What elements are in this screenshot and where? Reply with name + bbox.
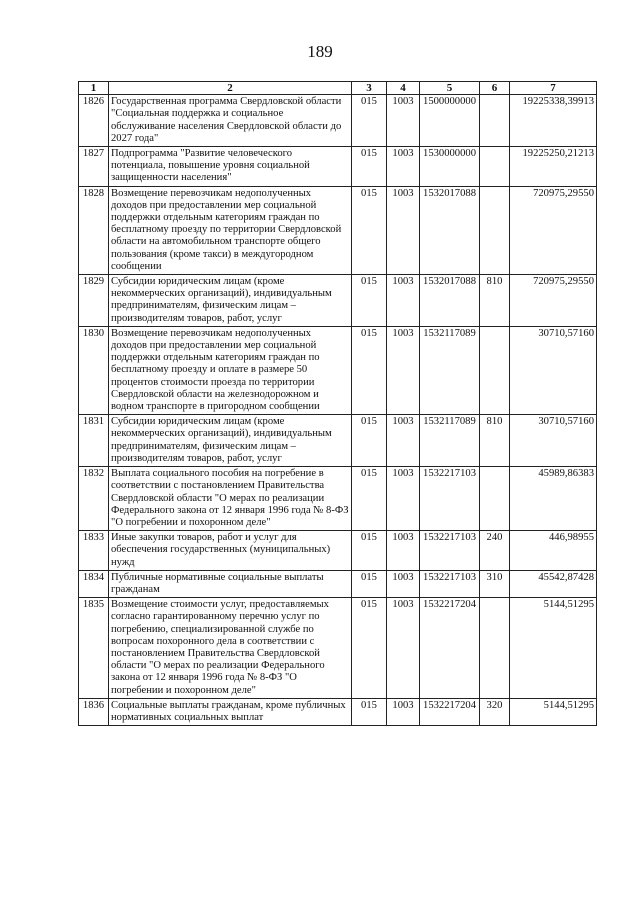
table-row bbox=[79, 147, 597, 187]
row-ministry-code: 015 bbox=[352, 326, 387, 414]
row-target-code: 1532217103 bbox=[420, 467, 480, 531]
row-expense-type: 310 bbox=[480, 570, 510, 597]
row-section-code: 1003 bbox=[387, 275, 420, 327]
row-amount: 30710,57160 bbox=[510, 326, 597, 414]
row-name: Иные закупки товаров, работ и услуг для обеспечения государственных (муниципальных) нужд bbox=[109, 531, 352, 571]
col-header-3: 3 bbox=[352, 82, 387, 95]
row-section-code: 1003 bbox=[387, 186, 420, 274]
header-row bbox=[79, 82, 597, 95]
row-name: Подпрограмма "Развитие человеческого потенциала, повышение уровня социальной защищенности населения" bbox=[109, 147, 352, 187]
row-amount: 45542,87428 bbox=[510, 570, 597, 597]
row-name: Социальные выплаты гражданам, кроме публичных нормативных социальных выплат bbox=[109, 698, 352, 725]
row-expense-type: 320 bbox=[480, 698, 510, 725]
row-ministry-code: 015 bbox=[352, 275, 387, 327]
row-expense-type bbox=[480, 467, 510, 531]
col-header-7: 7 bbox=[510, 82, 597, 95]
table-row bbox=[79, 186, 597, 274]
row-expense-type bbox=[480, 186, 510, 274]
row-amount: 45989,86383 bbox=[510, 467, 597, 531]
row-expense-type bbox=[480, 147, 510, 187]
row-amount: 720975,29550 bbox=[510, 275, 597, 327]
row-number: 1835 bbox=[79, 598, 109, 699]
row-section-code: 1003 bbox=[387, 147, 420, 187]
row-expense-type bbox=[480, 326, 510, 414]
row-number: 1828 bbox=[79, 186, 109, 274]
row-section-code: 1003 bbox=[387, 598, 420, 699]
row-amount: 720975,29550 bbox=[510, 186, 597, 274]
table-row bbox=[79, 531, 597, 571]
row-number: 1826 bbox=[79, 95, 109, 147]
row-number: 1834 bbox=[79, 570, 109, 597]
row-section-code: 1003 bbox=[387, 698, 420, 725]
row-target-code: 1500000000 bbox=[420, 95, 480, 147]
row-amount: 446,98955 bbox=[510, 531, 597, 571]
row-ministry-code: 015 bbox=[352, 570, 387, 597]
row-name: Возмещение стоимости услуг, предоставляемых согласно гарантированному перечню услуг по погребению, специализированной службе по вопросам похоронного дела в соответствии с постановлением Правительства Свердловской области "О мерах по реализации Федерального закона от 12 января 1996 года № 8-ФЗ "О погребении и похоронном деле" bbox=[109, 598, 352, 699]
row-expense-type bbox=[480, 598, 510, 699]
row-ministry-code: 015 bbox=[352, 95, 387, 147]
col-header-4: 4 bbox=[387, 82, 420, 95]
page-number: 189 bbox=[307, 42, 333, 61]
table-row bbox=[79, 275, 597, 327]
table-row bbox=[79, 598, 597, 699]
row-target-code: 1530000000 bbox=[420, 147, 480, 187]
row-ministry-code: 015 bbox=[352, 698, 387, 725]
row-target-code: 1532217204 bbox=[420, 698, 480, 725]
row-expense-type: 810 bbox=[480, 275, 510, 327]
row-ministry-code: 015 bbox=[352, 598, 387, 699]
row-target-code: 1532217204 bbox=[420, 598, 480, 699]
row-number: 1836 bbox=[79, 698, 109, 725]
row-name: Субсидии юридическим лицам (кроме некоммерческих организаций), индивидуальным предпринимателям, физическим лицам – производителям товаров, работ, услуг bbox=[109, 415, 352, 467]
col-header-2: 2 bbox=[109, 82, 352, 95]
row-number: 1829 bbox=[79, 275, 109, 327]
row-amount: 5144,51295 bbox=[510, 698, 597, 725]
table-row bbox=[79, 570, 597, 597]
table-row bbox=[79, 95, 597, 147]
row-number: 1832 bbox=[79, 467, 109, 531]
row-target-code: 1532217103 bbox=[420, 531, 480, 571]
row-name: Публичные нормативные социальные выплаты гражданам bbox=[109, 570, 352, 597]
row-section-code: 1003 bbox=[387, 95, 420, 147]
row-target-code: 1532117089 bbox=[420, 326, 480, 414]
table-row bbox=[79, 467, 597, 531]
row-section-code: 1003 bbox=[387, 570, 420, 597]
col-header-1: 1 bbox=[79, 82, 109, 95]
row-name: Государственная программа Свердловской области "Социальная поддержка и социальное обслуживание населения Свердловской области до 2027 года" bbox=[109, 95, 352, 147]
row-amount: 30710,57160 bbox=[510, 415, 597, 467]
row-target-code: 1532217103 bbox=[420, 570, 480, 597]
row-amount: 5144,51295 bbox=[510, 598, 597, 699]
row-amount: 19225250,21213 bbox=[510, 147, 597, 187]
row-expense-type bbox=[480, 95, 510, 147]
row-name: Возмещение перевозчикам недополученных доходов при предоставлении мер социальной поддержки отдельным категориям граждан по бесплатному проезду по территории Свердловской области на автомобильном транспорте общего пользования (кроме такси) в междугородном сообщении bbox=[109, 186, 352, 274]
table-row bbox=[79, 415, 597, 467]
budget-table bbox=[78, 81, 597, 726]
row-ministry-code: 015 bbox=[352, 415, 387, 467]
row-number: 1833 bbox=[79, 531, 109, 571]
row-target-code: 1532117089 bbox=[420, 415, 480, 467]
row-ministry-code: 015 bbox=[352, 147, 387, 187]
row-section-code: 1003 bbox=[387, 467, 420, 531]
row-target-code: 1532017088 bbox=[420, 275, 480, 327]
row-section-code: 1003 bbox=[387, 415, 420, 467]
row-expense-type: 810 bbox=[480, 415, 510, 467]
row-number: 1831 bbox=[79, 415, 109, 467]
col-header-5: 5 bbox=[420, 82, 480, 95]
table-row bbox=[79, 326, 597, 414]
col-header-6: 6 bbox=[480, 82, 510, 95]
row-ministry-code: 015 bbox=[352, 531, 387, 571]
row-ministry-code: 015 bbox=[352, 467, 387, 531]
row-amount: 19225338,39913 bbox=[510, 95, 597, 147]
row-section-code: 1003 bbox=[387, 326, 420, 414]
row-name: Субсидии юридическим лицам (кроме некоммерческих организаций), индивидуальным предпринимателям, физическим лицам – производителям товаров, работ, услуг bbox=[109, 275, 352, 327]
row-ministry-code: 015 bbox=[352, 186, 387, 274]
row-name: Выплата социального пособия на погребение в соответствии с постановлением Правительства Свердловской области "О мерах по реализации Федерального закона от 12 января 1996 года № 8-ФЗ "О погребении и похоронном деле" bbox=[109, 467, 352, 531]
row-section-code: 1003 bbox=[387, 531, 420, 571]
table-row bbox=[79, 698, 597, 725]
row-name: Возмещение перевозчикам недополученных доходов при предоставлении мер социальной поддержки отдельным категориям граждан по бесплатному проезду и оплате в размере 50 процентов стоимости проезда по территории Свердловской области на железнодорожном и водном транспорте в пригородном сообщении bbox=[109, 326, 352, 414]
row-target-code: 1532017088 bbox=[420, 186, 480, 274]
row-number: 1830 bbox=[79, 326, 109, 414]
row-number: 1827 bbox=[79, 147, 109, 187]
row-expense-type: 240 bbox=[480, 531, 510, 571]
